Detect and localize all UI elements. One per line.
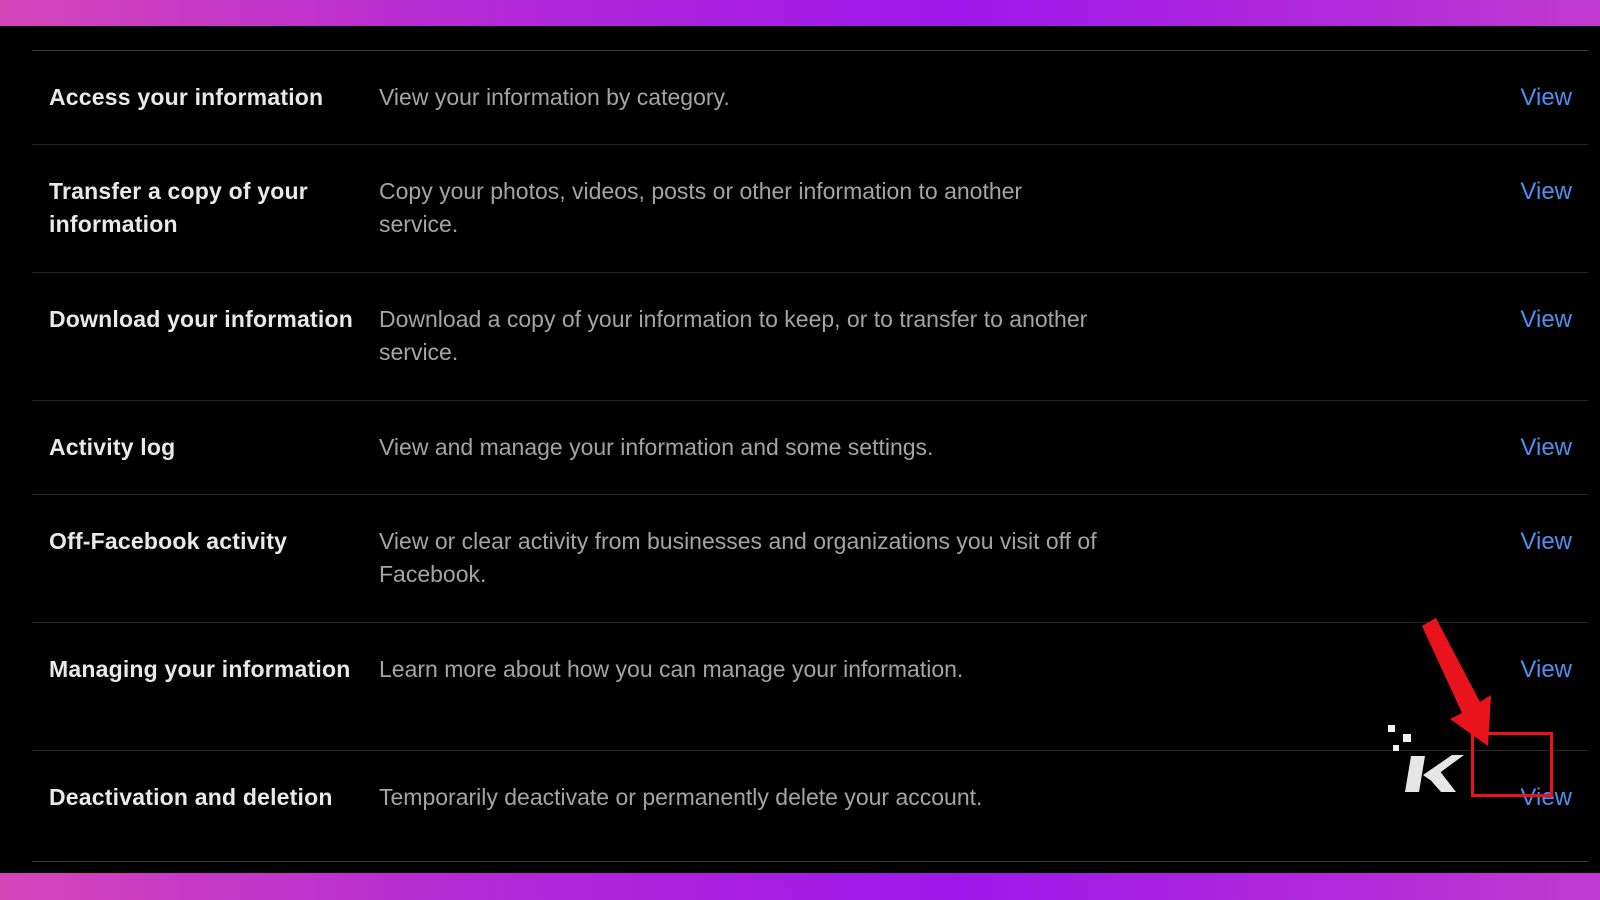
divider <box>32 861 1588 862</box>
settings-row-access-your-information <box>32 51 1588 145</box>
row-description: Learn more about how you can manage your information. <box>379 656 964 682</box>
view-link-managing-your-information[interactable]: View <box>1520 656 1572 683</box>
view-link-access-your-information[interactable]: View <box>1520 84 1572 111</box>
row-description: Copy your photos, videos, posts or other information to another service. <box>379 178 1023 237</box>
row-description: Temporarily deactivate or permanently delete your account. <box>379 784 983 810</box>
row-title: Activity log <box>49 434 176 460</box>
settings-row-off-facebook-activity <box>32 495 1588 623</box>
view-link-download-your-information[interactable]: View <box>1520 306 1572 333</box>
view-link-transfer-a-copy[interactable]: View <box>1520 178 1572 205</box>
row-title: Off-Facebook activity <box>49 528 288 554</box>
view-link-activity-log[interactable]: View <box>1520 434 1572 461</box>
settings-row-download-your-information <box>32 273 1588 401</box>
row-description: View your information by category. <box>379 84 730 110</box>
settings-row-activity-log <box>32 401 1588 495</box>
row-description: Download a copy of your information to keep, or to transfer to another service. <box>379 306 1088 365</box>
row-title: Deactivation and deletion <box>49 784 333 810</box>
row-title: Access your information <box>49 84 324 110</box>
row-title: Download your information <box>49 306 353 332</box>
k-logo-icon <box>1385 720 1470 800</box>
settings-row-managing-your-information <box>32 623 1588 751</box>
your-information-panel <box>32 26 1588 873</box>
view-link-off-facebook-activity[interactable]: View <box>1520 528 1572 555</box>
settings-row-deactivation-and-deletion <box>32 751 1588 861</box>
view-link-deactivation-and-deletion[interactable]: View <box>1520 784 1572 811</box>
highlight-box <box>1471 732 1553 797</box>
row-title: Managing your information <box>49 656 351 682</box>
row-title: Transfer a copy of your information <box>49 178 308 237</box>
settings-row-transfer-a-copy <box>32 145 1588 273</box>
row-description: View and manage your information and some settings. <box>379 434 934 460</box>
row-description: View or clear activity from businesses and organizations you visit off of Facebook. <box>379 528 1097 587</box>
bottom-gradient-band <box>0 873 1600 900</box>
top-gradient-band <box>0 0 1600 26</box>
